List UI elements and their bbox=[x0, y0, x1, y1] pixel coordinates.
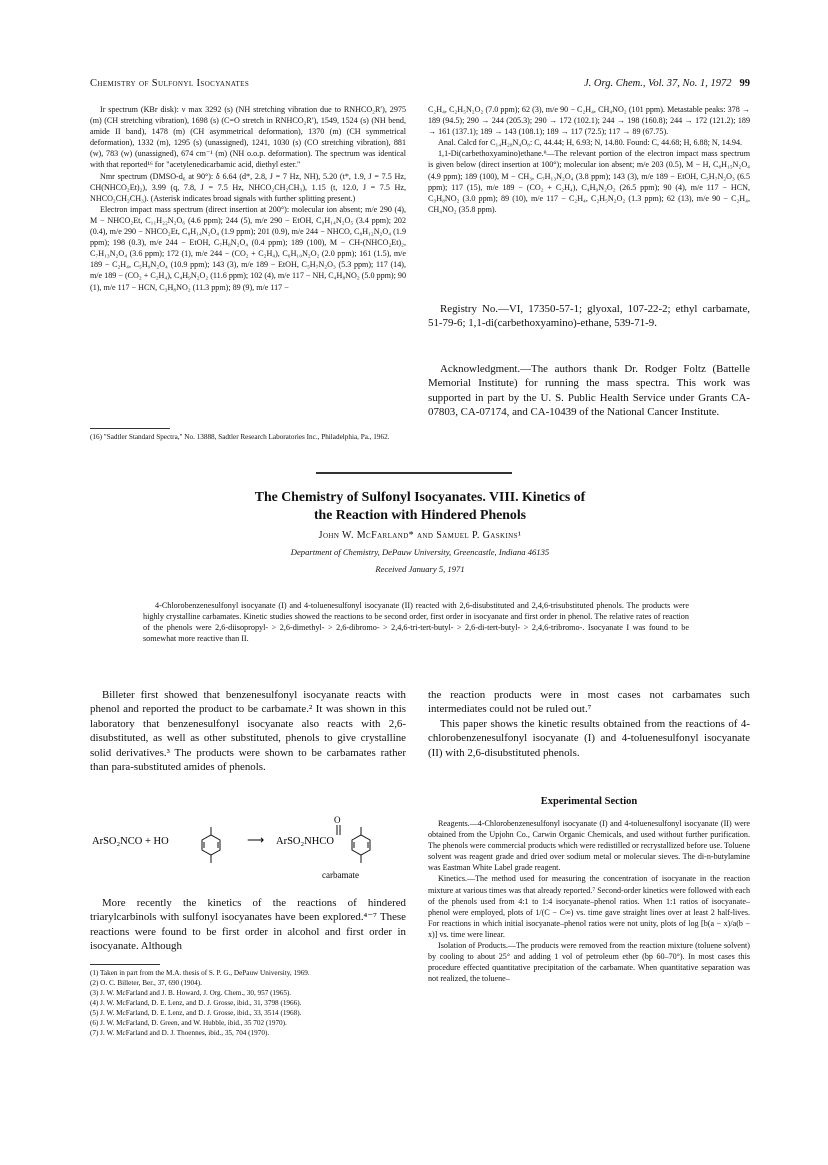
product-ring bbox=[352, 827, 370, 863]
right-paragraph-purpose: This paper shows the kinetic results obtained from the reactions of 4-chlorobenzenesulfonyl isocyanate (I) and 4-toluenesulfonyl isocyanate (II) with 2,6-disubstituted phenols. bbox=[428, 717, 750, 759]
footnote-1: (1) Taken in part from the M.A. thesis of S. P. G., DePauw University, 1969. bbox=[90, 969, 310, 977]
kinetics-intro-paragraph bbox=[90, 896, 406, 954]
article-affiliation: Department of Chemistry, DePauw University, Greencastle, Indiana 46135 bbox=[290, 547, 550, 557]
footnote-16 bbox=[90, 432, 406, 442]
footnote-7: (7) J. W. McFarland and D. J. Thoennes, ibid., 35, 704 (1970). bbox=[90, 1029, 270, 1037]
mass-spectrum-continued: C₂H₄, C₂H₅N₂O₂ (7.0 ppm); 62 (3), m/e 90 − C₂H₄, CH₄NO₂ (101 ppm). Metastable peaks: 378 → 189 (94.5); 290 → 244 (205.3); 290 → 172 (102.1); 244 → 198 (160.8); 244 → 172 (121.2); 189 → 161 (137.1); 189 → 143 (108.1); 189 → 117 (72.5); 117 → 89 (67.75). bbox=[428, 105, 750, 137]
acknowledgment: Acknowledgment.—The authors thank Dr. Rodger Foltz (Battelle Memorial Institute) for running the mass spectra. This work was supported in part by the U. S. Public Health Service under Grants CA-07803, CA-07174, and CA-10439 of the National Cancer Institute. bbox=[428, 363, 750, 419]
footnote-6: (6) J. W. McFarland, D. Green, and W. Hubble, ibid., 35 702 (1970). bbox=[90, 1019, 287, 1027]
right-body-paragraphs bbox=[428, 688, 750, 760]
running-head-journal bbox=[584, 78, 750, 89]
reaction-scheme-drawing bbox=[90, 816, 410, 880]
footnote-3: (3) J. W. McFarland and J. B. Howard, J. Org. Chem., 30, 957 (1965). bbox=[90, 989, 292, 997]
article-received-date: Received January 5, 1971 bbox=[375, 564, 465, 574]
experimental-section bbox=[428, 818, 750, 984]
footnotes-rule bbox=[90, 964, 160, 965]
registry-block bbox=[428, 302, 750, 331]
scheme-product-label: ArSO₂NHCO bbox=[276, 836, 334, 847]
footnote-2: (2) O. C. Billeter, Ber., 37, 690 (1904). bbox=[90, 979, 202, 987]
elemental-analysis: Anal. Calcd for C₁₄H₂₈N₄O₈: C, 44.44; H, 6.93; N, 14.80. Found: C, 44.68; H, 6.88; N, 14.94. bbox=[438, 138, 743, 148]
mass-spectrum-paragraph: Electron impact mass spectrum (direct insertion at 200°): molecular ion absent; m/e 290 (4), M − NHCO₂Et, C₁₁H₂₂N₂O₆ (4.6 ppm); 244 (5), m/e 290 − EtOH, C₉H₁₄N₂O₅ (3.4 ppm); 202 (0.4), m/e 290 − NHCO₂Et, C₈H₁₄N₂O₄ (1.9 ppm); 201 (0.9), m/e 244 − NHCO, C₈H₁₂N₂O₄ (1.9 ppm); 198 (0.3), m/e 244 − EtOH, C₇H₈N₂O₄ (0.4 ppm); 189 (100), M − CH-(NHCO₂Et)₂, C₇H₁₃N₂O₄ (3.6 ppm); 172 (1), m/e 244 − (CO₂ + C₂H₄), C₆H₁₀N₂O₂ (2.0 ppm); 161 (1.5), m/e 189 − C₂H₄, C₅H₉N₂O₄ (10.9 ppm); 143 (3), m/e 189 − EtOH, C₅H₇N₂O₃ (5.3 ppm); 117 (14), m/e 189 − (CO₂ + C₂H₄), C₄H₉N₂O₂ (11.6 ppm); 102 (4), m/e 117 − NH, C₄H₈NO₂ (5.0 ppm); 90 (1), m/e 117 − HCN, C₃H₈NO₂ (11.3 ppm); 89 (9), m/e 117 − bbox=[90, 204, 406, 292]
kinetics-intro-text: More recently the kinetics of the reactions of hindered triarylcarbinols with sulfonyl isocyanates have been explored.⁴⁻⁷ These reactions were found to be first order in alcohol and first order in isocyanate. Although bbox=[90, 897, 406, 953]
footnote-16-text: (16) "Sadtler Standard Spectra," No. 13888, Sadtler Research Laboratories Inc., Philadelphia, Pa., 1962. bbox=[90, 433, 390, 441]
scheme-arrow: ⟶ bbox=[247, 833, 265, 847]
experimental-section-heading: Experimental Section bbox=[540, 796, 638, 807]
intro-text: Billeter first showed that benzenesulfonyl isocyanate reacts with phenol and reported the product to be carbamate.² It was shown in this laboratory that benzenesulfonyl isocyanate also reacts with 2,6-disubstituted, as well as other substituted, phenols to give crystalline solid derivatives.³ The products were shown to be carbamates rather than para-substituted amides of phenols. bbox=[90, 689, 406, 774]
running-head bbox=[90, 78, 750, 92]
article-title bbox=[90, 488, 750, 524]
article-divider bbox=[316, 472, 512, 474]
phenol-ring bbox=[202, 827, 220, 863]
footnote-4: (4) J. W. McFarland, D. E. Lenz, and D. J. Grosse, ibid., 31, 3798 (1966). bbox=[90, 999, 302, 1007]
article-title-line2: the Reaction with Hindered Phenols bbox=[313, 507, 527, 522]
carbonyl-group bbox=[337, 825, 340, 835]
right-paragraph-continued: the reaction products were in most cases not carbamates such intermediates could not be ruled out.⁷ bbox=[428, 689, 750, 716]
scheme-reactant-label: ArSO₂NCO + HO bbox=[92, 836, 169, 847]
prev-article-left-column bbox=[90, 104, 406, 293]
intro-paragraph bbox=[90, 688, 406, 774]
footnote-5: (5) J. W. McFarland, D. E. Lenz, and D. J. Grosse, ibid., 33, 3514 (1968). bbox=[90, 1009, 302, 1017]
abstract-text: 4-Chlorobenzenesulfonyl isocyanate (I) and 4-toluenesulfonyl isocyanate (II) reacted with 2,6-disubstituted and 2,4,6-trisubstituted phenols. The products were highly crystalline carbamates. Kinetic studies showed the reactions to be second order, first order in isocyanate and first order in phenol. The relative rates of reaction of the phenols were 2,6-diisopropyl- > 2,6-dimethyl- > 2,6-dibromo- > 2,4,6-tri-tert-butyl- > 2,6-di-tert-butyl- > 2,4,6-tribromo-. Isocyanate I was found to be somewhat more reactive than II. bbox=[143, 601, 689, 644]
kinetics-paragraph: Kinetics.—The method used for measuring the concentration of isocyanate in the reaction mixture at various times was that already reported.⁷ Second-order kinetics were followed with each of the phenols used from 4:1 to 1:4 isocyanate–phenol ratios. When 1:1 ratios of isocyanate–phenol were employed, plots of 1/(C − C∞) vs. time gave straight lines over at least 2 half-lives. For reactions in which initial isocyanate–phenol ratios were not unity, plots of log [b(a − x)/a(b − x)] vs. time were linear. bbox=[428, 874, 750, 939]
page-number: 99 bbox=[739, 78, 750, 89]
running-head-title: Chemistry of Sulfonyl Isocyanates bbox=[90, 78, 250, 89]
article-abstract bbox=[143, 600, 689, 644]
ir-spectrum-paragraph: Ir spectrum (KBr disk): ν max 3292 (s) (NH stretching vibration due to RNHCO₂R′), 2975 (m) (CH stretching vibration), 1698 (s) (C=O stretch in RNHCO₂R′), 1549, 1524 (s) (NH bend, amide II band), 1478 (m) (CH asymmetrical deformation), 1370 (m) (CH symmetrical deformation), 1332 (m), 1295 (s) (unassigned), 1241, 1030 (s) (CO stretching vibration), 881 (w), 783 (w) (unassigned), 674 cm⁻¹ (m) (NH o.o.p. deformation). The spectrum was identical with that reported¹⁶ for "acetylenedicarbamic acid, diethyl ester." bbox=[90, 105, 406, 170]
footnotes-list bbox=[90, 968, 406, 1038]
prev-article-right-column bbox=[428, 104, 750, 215]
nmr-spectrum-paragraph: Nmr spectrum (DMSO-d₆ at 90°): δ 6.64 (d*, 2.8, J = 7 Hz, NH), 5.20 (t*, 1.9, J = 7.5 Hz, CH(NHCO₂Et)₂), 3.99 (q, 7.8, J = 7.5 Hz, NHCO₂CH₂CH₃), 1.15 (t, 12.0, J = 7.5 Hz, NHCO₂CH₂CH₃). (Asterisk indicates broad signals with further splitting present.) bbox=[90, 171, 406, 203]
scheme-carbonyl-oxygen: O bbox=[334, 816, 341, 825]
journal-citation: J. Org. Chem., Vol. 37, No. 1, 1972 bbox=[584, 78, 732, 89]
reaction-scheme bbox=[90, 816, 410, 880]
isolation-paragraph: Isolation of Products.—The products were removed from the reaction mixture (toluene solvent) by cooling to about 25° and adding 1 vol of petroleum ether (bp 60–70°). In most cases this procedure effected quantitative precipitation of the carbamate. When quantitative separation was not realized, the toluene– bbox=[428, 941, 750, 984]
article-title-line1: The Chemistry of Sulfonyl Isocyanates. VIII. Kinetics of bbox=[254, 489, 586, 504]
scheme-caption: carbamate bbox=[322, 870, 359, 880]
reagents-paragraph: Reagents.—4-Chlorobenzenesulfonyl isocyanate (I) and 4-toluenesulfonyl isocyanate (II) were obtained from the Upjohn Co., Carwin Organic Chemicals, and used without further purification. The phenols were commercial products which were redistilled or recrystallized before use. Toluene solvent was reagent grade and dried over sodium metal or molecular sieves. The di-n-butylamine was Eastman White Label grade reagent. bbox=[428, 819, 750, 873]
footnote-rule bbox=[90, 428, 170, 429]
article-authors: John W. McFarland* and Samuel P. Gaskins¹ bbox=[318, 530, 522, 541]
ethane-paragraph: 1,1-Di(carbethoxyamino)ethane.⁹—The relevant portion of the electron impact mass spectrum is given below (direct insertion at 100°); molecular ion absent; m/e 203 (0.5), M − H, C₈H₁₅N₂O₄ (4.9 ppm); 189 (100), M − CH₃, C₇H₁₃N₂O₄ (3.8 ppm); 143 (3), m/e 189 − EtOH, C₅H₇N₂O₃ (6.5 ppm); 117 (15), m/e 189 − (CO₂ + C₂H₄), C₄H₉N₂O₂ (26.5 ppm); 90 (4), m/e 117 − HCN, C₃H₈NO₂ (3.0 ppm); 89 (10), m/e 117 − C₂H₄, C₂H₅N₂O₂ (1.3 ppm); 62 (13), m/e 90 − C₂H₄, CH₄NO₂ (35.8 ppm). bbox=[428, 149, 750, 214]
acknowledgment-block bbox=[428, 362, 750, 420]
registry-numbers: Registry No.—VI, 17350-57-1; glyoxal, 107-22-2; ethyl carbamate, 51-79-6; 1,1-di(carbethoxyamino)-ethane, 539-71-9. bbox=[428, 303, 750, 330]
